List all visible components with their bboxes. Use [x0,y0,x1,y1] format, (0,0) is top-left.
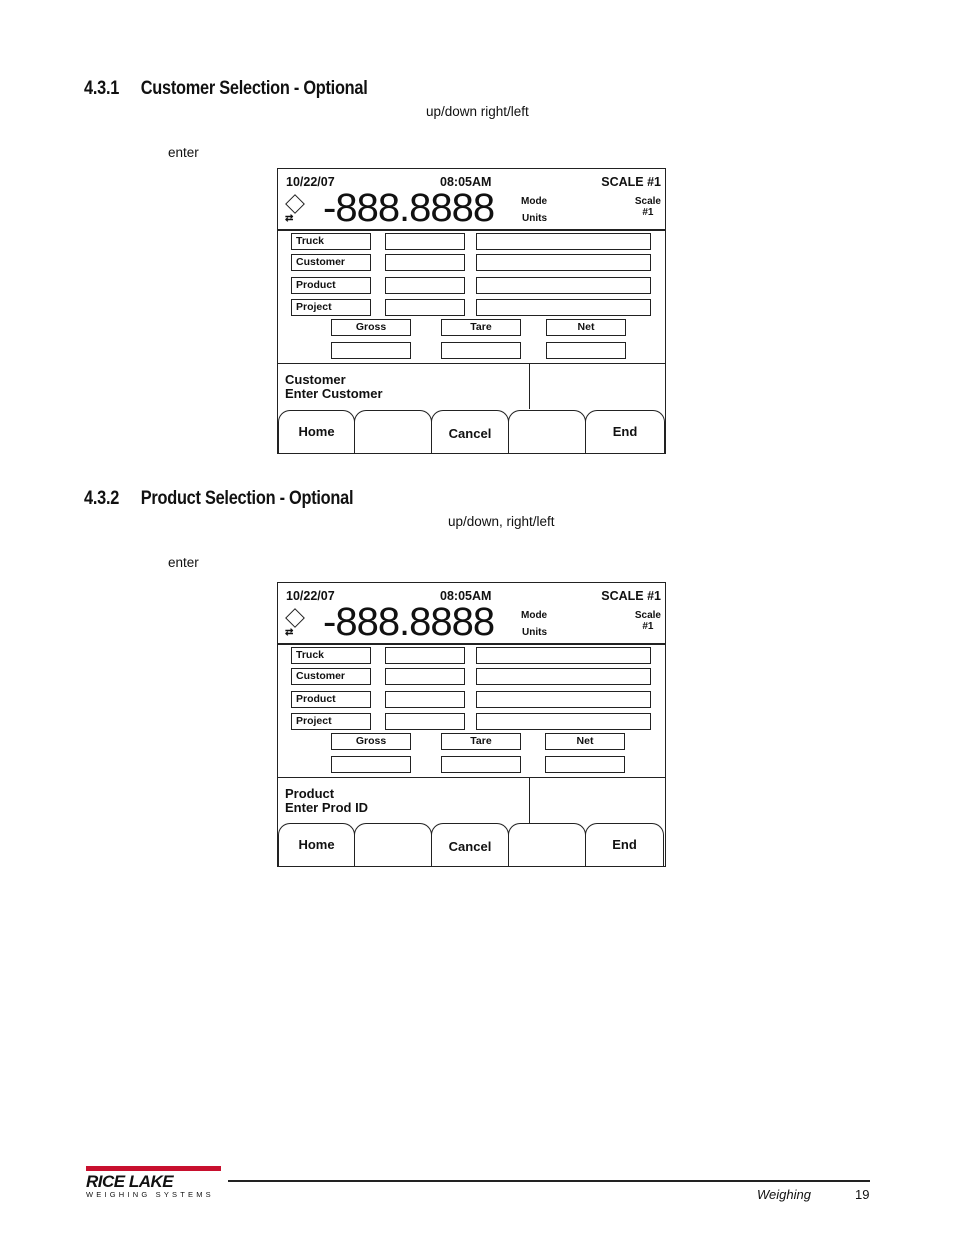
weight-display: -888.8888 [323,600,495,644]
tare-value-field [441,756,521,773]
section-heading-4-3-1 [84,78,368,100]
page-number: 19 [855,1187,870,1202]
blank-softkey-1[interactable] [354,823,432,866]
mode-label: Mode [521,196,548,207]
screen-date: 10/22/07 [286,589,335,603]
section-title: Product Selection - Optional [140,488,354,509]
keyword-text: enter [168,555,199,570]
project-id-field[interactable] [385,713,465,730]
footer-rule [228,1180,870,1182]
zero-icon [285,194,305,214]
header-divider [278,229,665,231]
net-label: Net [546,319,626,336]
blank-softkey-1[interactable] [354,410,432,453]
customer-desc-field[interactable] [476,668,651,685]
product-label: Product [291,691,371,708]
keyword-text: up/down, right/left [448,514,555,529]
product-id-field[interactable] [385,277,465,294]
zero-icon [285,608,305,628]
screen-scale: SCALE #1 [601,175,661,189]
customer-selection-screen [277,168,666,454]
footer-section-name: Weighing [757,1187,811,1202]
screen-time: 08:05AM [440,175,492,189]
customer-desc-field[interactable] [476,254,651,271]
customer-label: Customer [291,254,371,271]
units-label: Units [522,627,547,638]
keyword-text: enter [168,145,199,160]
scale-label: Scale #1 [634,610,661,632]
project-label: Project [291,299,371,316]
truck-desc-field[interactable] [476,647,651,664]
cancel-softkey[interactable]: Cancel [431,823,509,866]
gross-value-field [331,756,411,773]
section-number: 4.3.2 [84,488,120,509]
cancel-softkey[interactable]: Cancel [431,410,509,453]
section-heading-4-3-2 [84,488,353,510]
net-value-field [546,342,626,359]
home-softkey[interactable]: Home [278,823,355,866]
end-softkey[interactable]: End [585,823,664,866]
section-number: 4.3.1 [84,78,120,99]
units-label: Units [522,213,547,224]
blank-softkey-2[interactable] [508,410,586,453]
screen-scale: SCALE #1 [601,589,661,603]
product-desc-field[interactable] [476,277,651,294]
gross-value-field [331,342,411,359]
net-label: Net [545,733,625,750]
tare-value-field [441,342,521,359]
home-softkey[interactable]: Home [278,410,355,453]
scale-label: Scale #1 [634,196,661,218]
project-label: Project [291,713,371,730]
customer-id-field[interactable] [385,668,465,685]
product-label: Product [291,277,371,294]
prompt-vertical-divider [529,363,530,409]
project-desc-field[interactable] [476,713,651,730]
header-divider [278,643,665,645]
prompt-text: Customer Enter Customer [285,372,383,401]
keyword-text: up/down right/left [426,104,529,119]
screen-time: 08:05AM [440,589,492,603]
product-id-field[interactable] [385,691,465,708]
customer-id-field[interactable] [385,254,465,271]
logo-bar [86,1166,221,1171]
standstill-icon: ⇄ [285,213,294,224]
prompt-vertical-divider [529,777,530,823]
net-value-field [545,756,625,773]
weight-display: -888.8888 [323,186,495,230]
product-desc-field[interactable] [476,691,651,708]
rice-lake-logo: RICE LAKE [86,1172,174,1191]
project-desc-field[interactable] [476,299,651,316]
gross-label: Gross [331,319,411,336]
customer-label: Customer [291,668,371,685]
tare-label: Tare [441,319,521,336]
product-selection-screen [277,582,666,867]
mode-label: Mode [521,610,548,621]
logo-subtitle: WEIGHING SYSTEMS [86,1190,214,1199]
section-title: Customer Selection - Optional [140,78,368,99]
prompt-divider [278,777,665,778]
truck-desc-field[interactable] [476,233,651,250]
truck-id-field[interactable] [385,233,465,250]
truck-id-field[interactable] [385,647,465,664]
project-id-field[interactable] [385,299,465,316]
prompt-divider [278,363,665,364]
truck-label: Truck [291,647,371,664]
gross-label: Gross [331,733,411,750]
end-softkey[interactable]: End [585,410,665,453]
tare-label: Tare [441,733,521,750]
standstill-icon: ⇄ [285,627,294,638]
screen-date: 10/22/07 [286,175,335,189]
truck-label: Truck [291,233,371,250]
prompt-text: Product Enter Prod ID [285,786,369,815]
blank-softkey-2[interactable] [508,823,586,866]
